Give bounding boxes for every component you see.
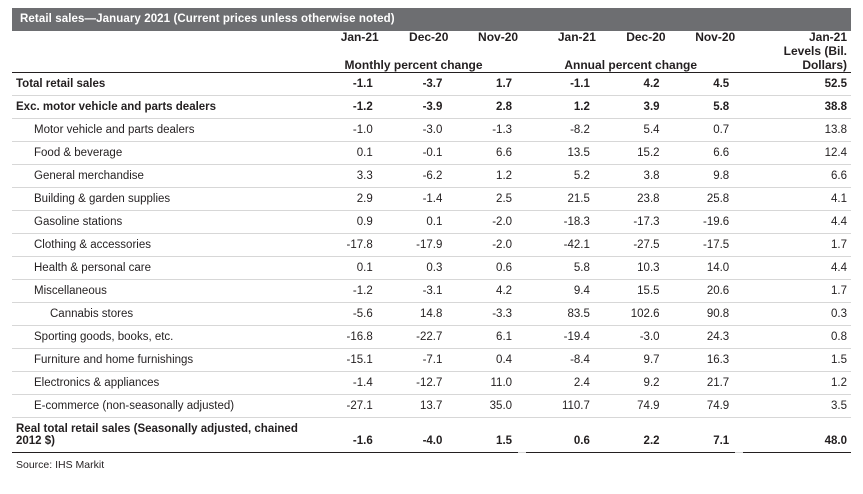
row-value: 10.3: [596, 257, 666, 280]
row-value: 0.3: [379, 257, 449, 280]
row-value: 1.5: [743, 349, 851, 372]
row-value: 0.1: [309, 257, 379, 280]
row-label: E-commerce (non-seasonally adjusted): [12, 395, 309, 418]
row-value: 2.9: [309, 188, 379, 211]
row-gap: [735, 73, 743, 96]
row-value: 3.8: [596, 165, 666, 188]
row-value: 6.6: [743, 165, 851, 188]
table-row: [12, 418, 851, 453]
row-value: 52.5: [743, 73, 851, 96]
row-value: 74.9: [666, 395, 736, 418]
row-value: 24.3: [666, 326, 736, 349]
table-row: [12, 165, 851, 188]
row-value: -1.3: [448, 119, 518, 142]
row-value: 1.5: [448, 418, 518, 453]
row-value: -12.7: [379, 372, 449, 395]
row-gap: [735, 211, 743, 234]
row-label: Real total retail sales (Seasonally adjusted, chained 2012 $): [12, 418, 309, 453]
row-gap: [518, 96, 526, 119]
row-gap: [518, 142, 526, 165]
row-label: General merchandise: [12, 165, 309, 188]
row-value: -1.6: [309, 418, 379, 453]
header-row-groups: [12, 44, 851, 73]
row-value: -7.1: [379, 349, 449, 372]
row-value: -42.1: [526, 234, 596, 257]
row-value: 74.9: [596, 395, 666, 418]
row-value: 2.4: [526, 372, 596, 395]
header-a3: Nov-20: [695, 30, 736, 44]
row-label: Gasoline stations: [12, 211, 309, 234]
row-value: 9.2: [596, 372, 666, 395]
row-value: -3.0: [596, 326, 666, 349]
row-gap: [518, 303, 526, 326]
table-row: [12, 234, 851, 257]
row-value: -1.1: [526, 73, 596, 96]
header-group-annual: Annual percent change: [564, 58, 698, 72]
table-row: [12, 395, 851, 418]
header-group-gap-2: [735, 44, 743, 73]
row-gap: [518, 211, 526, 234]
row-value: -17.5: [666, 234, 736, 257]
header-group-gap-1: [518, 44, 526, 73]
row-value: 1.2: [526, 96, 596, 119]
row-value: -3.9: [379, 96, 449, 119]
row-value: 1.2: [743, 372, 851, 395]
row-value: 11.0: [448, 372, 518, 395]
row-value: 9.4: [526, 280, 596, 303]
row-value: 12.4: [743, 142, 851, 165]
row-value: 9.7: [596, 349, 666, 372]
header-gap-1: [518, 31, 526, 44]
row-label: Cannabis stores: [12, 303, 309, 326]
row-value: 35.0: [448, 395, 518, 418]
row-value: 4.4: [743, 257, 851, 280]
row-label: Total retail sales: [12, 73, 309, 96]
row-value: 4.4: [743, 211, 851, 234]
row-value: 15.2: [596, 142, 666, 165]
row-value: 21.5: [526, 188, 596, 211]
source-note: Source: IHS Markit: [16, 459, 105, 471]
row-value: 6.6: [666, 142, 736, 165]
row-value: 5.8: [526, 257, 596, 280]
row-label: Health & personal care: [12, 257, 309, 280]
table-row: [12, 280, 851, 303]
row-value: -27.1: [309, 395, 379, 418]
row-value: 23.8: [596, 188, 666, 211]
row-gap: [518, 395, 526, 418]
row-gap: [735, 234, 743, 257]
table-row: [12, 211, 851, 234]
row-value: -3.0: [379, 119, 449, 142]
header-a2: Dec-20: [626, 30, 666, 44]
row-value: 0.1: [379, 211, 449, 234]
row-value: -1.2: [309, 96, 379, 119]
row-gap: [735, 372, 743, 395]
retail-sales-table: [12, 31, 851, 453]
row-value: 15.5: [596, 280, 666, 303]
row-gap: [518, 372, 526, 395]
row-label: Clothing & accessories: [12, 234, 309, 257]
row-gap: [735, 142, 743, 165]
header-group-spacer: [12, 44, 309, 73]
table-row: [12, 142, 851, 165]
row-value: 2.5: [448, 188, 518, 211]
row-value: 0.7: [666, 119, 736, 142]
header-m2: Dec-20: [409, 30, 449, 44]
table-row: [12, 188, 851, 211]
row-gap: [735, 257, 743, 280]
row-value: -8.4: [526, 349, 596, 372]
row-value: -4.0: [379, 418, 449, 453]
row-value: 13.7: [379, 395, 449, 418]
row-value: 102.6: [596, 303, 666, 326]
page-title: Retail sales—January 2021 (Current prices unless otherwise noted): [12, 8, 851, 31]
row-value: -3.1: [379, 280, 449, 303]
row-gap: [735, 188, 743, 211]
row-gap: [518, 73, 526, 96]
row-gap: [518, 165, 526, 188]
row-label: Building & garden supplies: [12, 188, 309, 211]
row-value: 5.8: [666, 96, 736, 119]
row-value: 0.1: [309, 142, 379, 165]
row-value: 2.2: [596, 418, 666, 453]
row-value: 0.9: [309, 211, 379, 234]
row-value: -17.9: [379, 234, 449, 257]
row-value: 2.8: [448, 96, 518, 119]
table-row: [12, 119, 851, 142]
row-value: 5.4: [596, 119, 666, 142]
row-value: 5.2: [526, 165, 596, 188]
row-value: -17.3: [596, 211, 666, 234]
row-value: 16.3: [666, 349, 736, 372]
row-label: Motor vehicle and parts dealers: [12, 119, 309, 142]
row-label: Miscellaneous: [12, 280, 309, 303]
row-value: -22.7: [379, 326, 449, 349]
row-value: -16.8: [309, 326, 379, 349]
table-row: [12, 96, 851, 119]
row-value: 1.2: [448, 165, 518, 188]
row-value: 48.0: [743, 418, 851, 453]
table-body: [12, 73, 851, 453]
table-row: [12, 349, 851, 372]
row-value: 4.5: [666, 73, 736, 96]
row-value: 7.1: [666, 418, 736, 453]
row-value: -1.4: [309, 372, 379, 395]
row-value: 13.8: [743, 119, 851, 142]
row-value: 21.7: [666, 372, 736, 395]
row-value: -8.2: [526, 119, 596, 142]
row-value: 9.8: [666, 165, 736, 188]
row-gap: [735, 280, 743, 303]
row-value: 20.6: [666, 280, 736, 303]
row-gap: [518, 326, 526, 349]
row-label: Food & beverage: [12, 142, 309, 165]
row-value: 3.3: [309, 165, 379, 188]
row-gap: [518, 119, 526, 142]
row-label: Furniture and home furnishings: [12, 349, 309, 372]
row-gap: [518, 280, 526, 303]
row-gap: [518, 234, 526, 257]
row-label: Exc. motor vehicle and parts dealers: [12, 96, 309, 119]
row-value: 83.5: [526, 303, 596, 326]
row-value: 110.7: [526, 395, 596, 418]
header-a1: Jan-21: [557, 30, 596, 44]
row-value: 14.8: [379, 303, 449, 326]
row-value: 4.1: [743, 188, 851, 211]
row-value: 4.2: [596, 73, 666, 96]
row-value: 4.2: [448, 280, 518, 303]
header-spacer: [12, 31, 309, 44]
row-value: 0.8: [743, 326, 851, 349]
row-value: 6.6: [448, 142, 518, 165]
header-gap-2: [735, 31, 743, 44]
row-gap: [518, 349, 526, 372]
row-value: 0.6: [526, 418, 596, 453]
row-value: 13.5: [526, 142, 596, 165]
row-value: 38.8: [743, 96, 851, 119]
row-gap: [735, 96, 743, 119]
row-value: -1.4: [379, 188, 449, 211]
row-gap: [735, 165, 743, 188]
row-value: 0.3: [743, 303, 851, 326]
row-value: 14.0: [666, 257, 736, 280]
header-m1: Jan-21: [340, 30, 379, 44]
row-value: 1.7: [448, 73, 518, 96]
row-gap: [518, 188, 526, 211]
row-value: -5.6: [309, 303, 379, 326]
row-gap: [518, 257, 526, 280]
row-gap: [735, 418, 743, 453]
header-m3: Nov-20: [478, 30, 519, 44]
table-row: [12, 303, 851, 326]
table-row: [12, 257, 851, 280]
row-gap: [518, 418, 526, 453]
header-group-levels: Levels (Bil. Dollars): [783, 44, 847, 72]
row-value: -1.1: [309, 73, 379, 96]
table-row: [12, 372, 851, 395]
header-group-monthly: Monthly percent change: [344, 58, 483, 72]
row-value: -15.1: [309, 349, 379, 372]
row-value: 6.1: [448, 326, 518, 349]
row-value: -1.0: [309, 119, 379, 142]
row-value: 1.7: [743, 234, 851, 257]
row-gap: [735, 326, 743, 349]
row-value: -3.3: [448, 303, 518, 326]
row-value: 1.7: [743, 280, 851, 303]
row-value: 90.8: [666, 303, 736, 326]
row-value: -19.6: [666, 211, 736, 234]
table-row: [12, 326, 851, 349]
row-gap: [735, 395, 743, 418]
row-value: -19.4: [526, 326, 596, 349]
header-lev: Jan-21: [808, 30, 847, 44]
row-value: 0.6: [448, 257, 518, 280]
row-gap: [735, 119, 743, 142]
row-value: -6.2: [379, 165, 449, 188]
header-row-periods: [12, 31, 851, 44]
row-value: -17.8: [309, 234, 379, 257]
row-value: -1.2: [309, 280, 379, 303]
row-value: -3.7: [379, 73, 449, 96]
row-value: 0.4: [448, 349, 518, 372]
row-value: -27.5: [596, 234, 666, 257]
row-value: 3.5: [743, 395, 851, 418]
table-row: [12, 73, 851, 96]
row-value: -2.0: [448, 234, 518, 257]
row-value: -2.0: [448, 211, 518, 234]
row-gap: [735, 303, 743, 326]
row-value: -18.3: [526, 211, 596, 234]
row-label: Sporting goods, books, etc.: [12, 326, 309, 349]
row-value: 3.9: [596, 96, 666, 119]
row-label: Electronics & appliances: [12, 372, 309, 395]
row-gap: [735, 349, 743, 372]
row-value: 25.8: [666, 188, 736, 211]
row-value: -0.1: [379, 142, 449, 165]
